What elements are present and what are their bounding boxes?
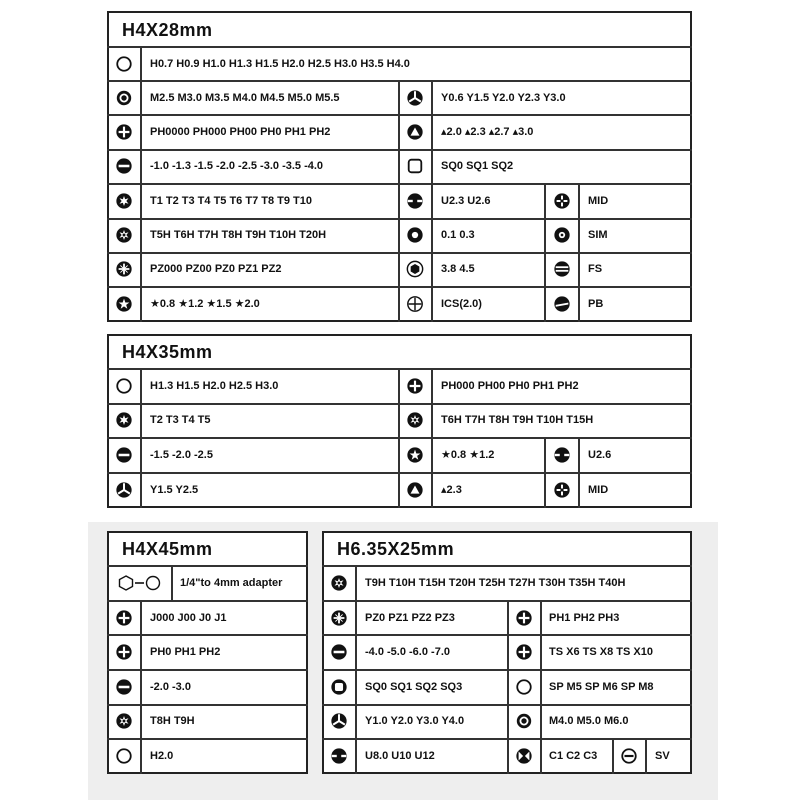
clutch-icon (515, 747, 533, 765)
tri-wing-icon (115, 481, 133, 499)
phillips-icon (115, 123, 133, 141)
star-icon (406, 446, 424, 464)
h635-square-sizes: SQ0 SQ1 SQ2 SQ3 (365, 681, 463, 693)
torx-security-icon (115, 89, 133, 107)
pb-icon (553, 295, 571, 313)
slotted-icon (115, 446, 133, 464)
h28-hex-socket-sizes: 3.8 4.5 (441, 263, 475, 275)
torx-hole-icon (115, 712, 133, 730)
phillips-icon (406, 377, 424, 395)
table-title-h4x35: H4X35mm (122, 342, 213, 362)
h28-round-sizes: 0.1 0.3 (441, 229, 475, 241)
fs-icon (553, 260, 571, 278)
h35-torx-sizes: T2 T3 T4 T5 (150, 414, 211, 426)
mid-cross-icon (553, 481, 571, 499)
table-title-h4x45: H4X45mm (122, 539, 213, 559)
h28-u-sizes: U2.3 U2.6 (441, 195, 491, 207)
adapter-icon (117, 574, 163, 592)
torx-hole-icon (115, 226, 133, 244)
h28-ics-label: ICS(2.0) (441, 298, 482, 310)
h28-y-sizes: Y0.6 Y1.5 Y2.0 Y2.3 Y3.0 (441, 92, 566, 104)
h35-triangle-size: ▴2.3 (441, 484, 462, 496)
round-hole-icon (406, 226, 424, 244)
pozidriv-icon (330, 609, 348, 627)
h635-ph-sizes: PH1 PH2 PH3 (549, 612, 620, 624)
phillips-icon (515, 643, 533, 661)
h35-ph-sizes: PH000 PH00 PH0 PH1 PH2 (441, 380, 579, 392)
h35-slotted-sizes: -1.5 -2.0 -2.5 (150, 449, 213, 461)
u-shape-icon (553, 446, 571, 464)
pozidriv-icon (115, 260, 133, 278)
hex-icon (515, 678, 533, 696)
h28-slotted-sizes: -1.0 -1.3 -1.5 -2.0 -2.5 -3.0 -3.5 -4.0 (150, 160, 324, 172)
h35-y-sizes: Y1.5 Y2.5 (150, 484, 199, 496)
torx-security-icon (515, 712, 533, 730)
h28-fs-label: FS (588, 263, 603, 275)
u-shape-icon (406, 192, 424, 210)
slotted-icon (115, 157, 133, 175)
h45-j-sizes: J000 J00 J0 J1 (150, 612, 227, 624)
triangle-icon (406, 123, 424, 141)
ics-cross-icon (406, 295, 424, 313)
h28-torx-sizes: T1 T2 T3 T4 T5 T6 T7 T8 T9 T10 (150, 195, 312, 207)
h635-sv-label: SV (655, 750, 670, 762)
h45-torx-hole-sizes: T8H T9H (150, 715, 195, 727)
h35-torx-hole-sizes: T6H T7H T8H T9H T10H T15H (441, 414, 594, 426)
square-icon (406, 157, 424, 175)
h28-m-sizes: M2.5 M3.0 M3.5 M4.0 M4.5 M5.0 M5.5 (150, 92, 340, 104)
h45-hex-size: H2.0 (150, 750, 174, 762)
h35-u-label: U2.6 (588, 449, 612, 461)
h28-mid-label: MID (588, 195, 609, 207)
triangle-icon (406, 481, 424, 499)
h28-ph-sizes: PH0000 PH000 PH00 PH0 PH1 PH2 (150, 126, 331, 138)
h35-hex-sizes: H1.3 H1.5 H2.0 H2.5 H3.0 (150, 380, 279, 392)
phillips-icon (115, 643, 133, 661)
h28-sim-label: SIM (588, 229, 608, 241)
h635-pz-sizes: PZ0 PZ1 PZ2 PZ3 (365, 612, 455, 624)
h35-star-sizes: ★0.8 ★1.2 (441, 449, 495, 461)
hex-icon (115, 747, 133, 765)
tri-wing-icon (406, 89, 424, 107)
h45-ph-sizes: PH0 PH1 PH2 (150, 646, 221, 658)
star-icon (115, 295, 133, 313)
sv-icon (620, 747, 638, 765)
torx-hole-icon (330, 574, 348, 592)
hex-icon (115, 55, 133, 73)
u-shape-icon (330, 747, 348, 765)
phillips-icon (515, 609, 533, 627)
h635-y-sizes: Y1.0 Y2.0 Y3.0 Y4.0 (365, 715, 465, 727)
h635-slotted-sizes: -4.0 -5.0 -6.0 -7.0 (365, 646, 450, 658)
torx-icon (115, 411, 133, 429)
h45-slotted-sizes: -2.0 -3.0 (150, 681, 191, 693)
table-title-h635x25: H6.35X25mm (337, 539, 455, 559)
h28-triangle-sizes: ▴2.0 ▴2.3 ▴2.7 ▴3.0 (441, 126, 534, 138)
torx-hole-icon (406, 411, 424, 429)
h35-mid-label: MID (588, 484, 609, 496)
h635-u-sizes: U8.0 U10 U12 (365, 750, 435, 762)
h28-torx-hole-sizes: T5H T6H T7H T8H T9H T10H T20H (150, 229, 327, 241)
hex-icon (115, 377, 133, 395)
h28-pz-sizes: PZ000 PZ00 PZ0 PZ1 PZ2 (150, 263, 282, 275)
h28-star-sizes: ★0.8 ★1.2 ★1.5 ★2.0 (150, 298, 260, 310)
h635-c-sizes: C1 C2 C3 (549, 750, 598, 762)
hex-socket-icon (406, 260, 424, 278)
torx-icon (115, 192, 133, 210)
h635-ts-sizes: TS X6 TS X8 TS X10 (549, 646, 653, 658)
square-icon (330, 678, 348, 696)
h635-m-sizes: M4.0 M5.0 M6.0 (549, 715, 629, 727)
h45-adapter-label: 1/4"to 4mm adapter (180, 577, 283, 589)
h28-pb-label: PB (588, 298, 604, 310)
slotted-icon (115, 678, 133, 696)
mid-cross-icon (553, 192, 571, 210)
tri-wing-icon (330, 712, 348, 730)
h28-hex-sizes: H0.7 H0.9 H1.0 H1.3 H1.5 H2.0 H2.5 H3.0 H3.5 H4.0 (150, 58, 410, 70)
h28-square-sizes: SQ0 SQ1 SQ2 (441, 160, 514, 172)
sim-icon (553, 226, 571, 244)
table-title-h4x28: H4X28mm (122, 20, 213, 40)
h635-sp-sizes: SP M5 SP M6 SP M8 (549, 681, 654, 693)
h635-torx-hole-sizes: T9H T10H T15H T20H T25H T27H T30H T35H T40H (365, 577, 626, 589)
slotted-icon (330, 643, 348, 661)
phillips-icon (115, 609, 133, 627)
